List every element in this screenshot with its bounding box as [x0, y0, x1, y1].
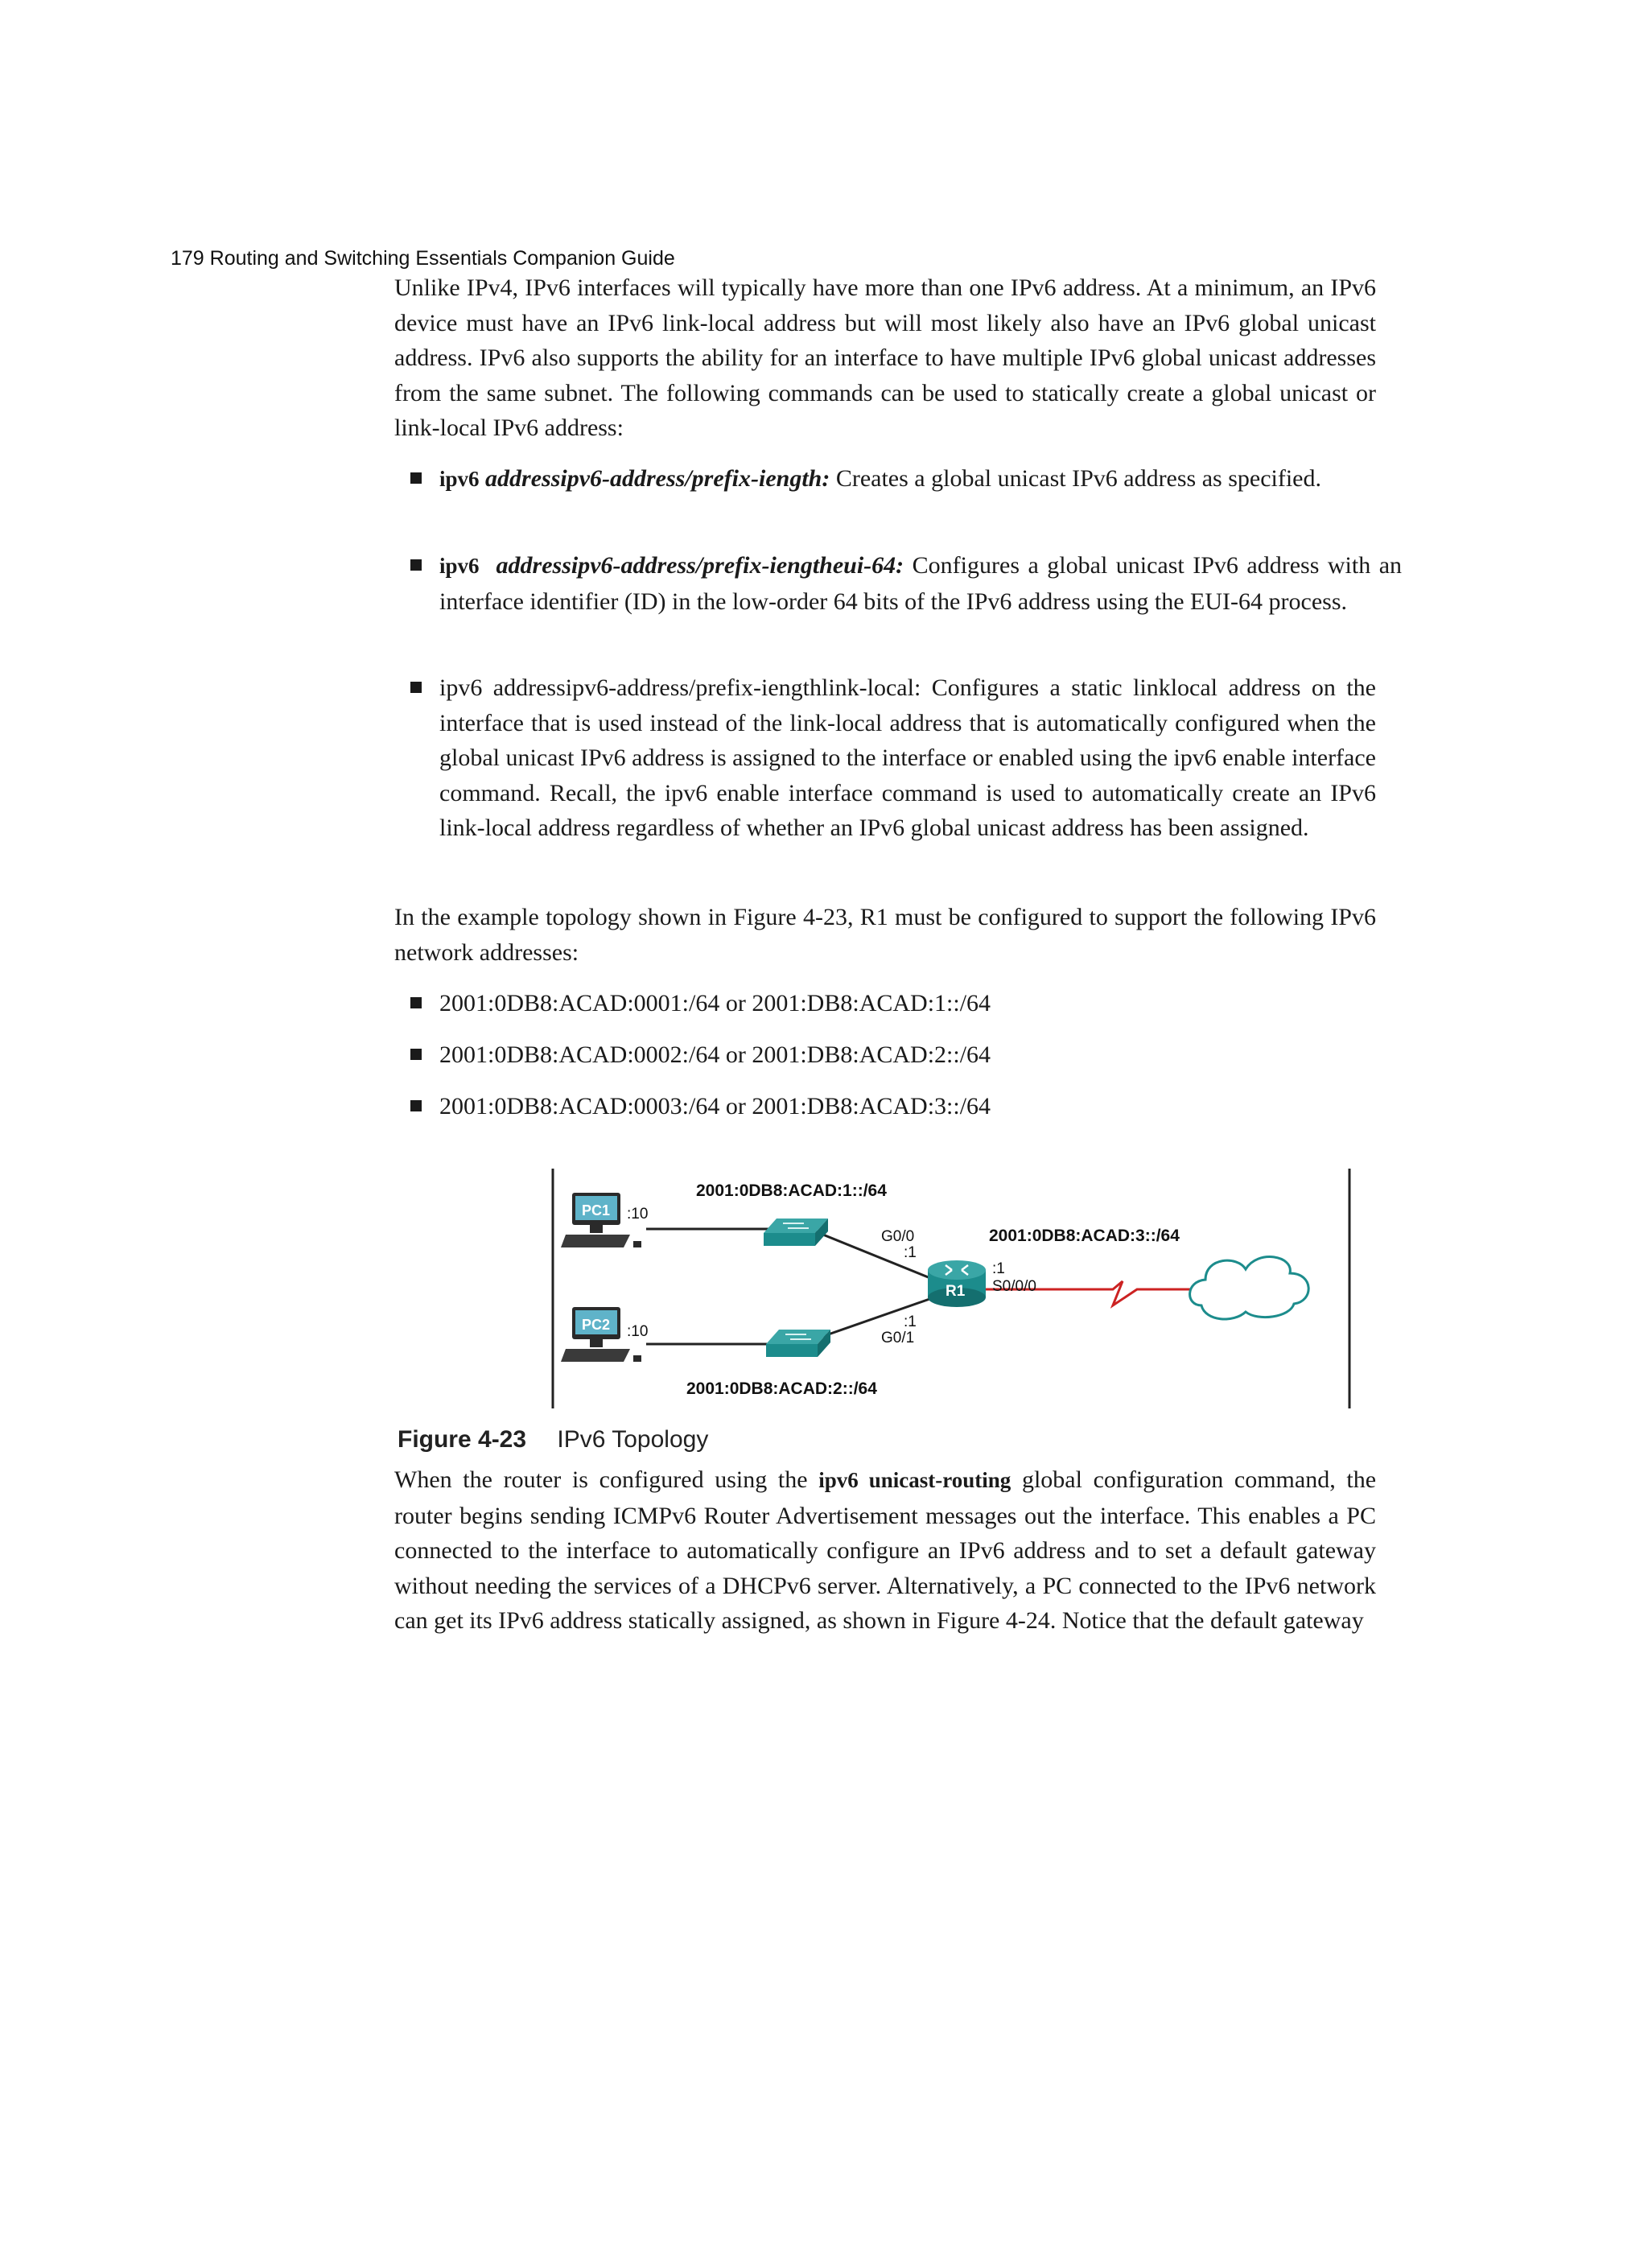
running-head: 179 Routing and Switching Essentials Companion Guide: [171, 247, 675, 270]
bullet-square-icon: [410, 997, 422, 1008]
bullet-desc: Creates a global unicast IPv6 address as specified.: [835, 465, 1321, 492]
g01-host-label: :1: [904, 1313, 917, 1330]
figure-title: IPv6 Topology: [557, 1426, 709, 1453]
pc2-host-label: :10: [627, 1323, 649, 1340]
pc1-label: PC1: [582, 1202, 611, 1219]
figure-caption: [398, 1426, 708, 1454]
bullet-cmd: ipv6: [439, 554, 480, 578]
address-text: 2001:0DB8:ACAD:0003:/64 or 2001:DB8:ACAD:3::/64: [439, 1093, 991, 1120]
bullet-square-icon: [410, 1100, 422, 1111]
s000-label: S0/0/0: [992, 1278, 1036, 1295]
bullet-syntax: addressipv6-address/prefix-iength:: [485, 465, 830, 492]
switch2-icon: [766, 1330, 830, 1357]
closing-text-before: When the router is configured using the: [394, 1466, 808, 1493]
figure-number: Figure 4-23: [398, 1426, 527, 1453]
intro-paragraph: Unlike IPv4, IPv6 interfaces will typically have more than one IPv6 address. At a minimum, an IPv6 device must have an IPv6 link-local address but will most likely also have an IPv6 global unicast address. IPv6 also supports the ability for an interface to have multiple IPv6 global unicast addresses from the same subnet. The following commands can be used to statically create a global unicast or link-local IPv6 address:: [394, 274, 1376, 441]
address-bullet-3: [410, 1089, 1402, 1124]
command-bullet-3: [410, 670, 1376, 846]
g00-label: G0/0: [881, 1228, 915, 1245]
command-bullet-1: [410, 461, 1360, 497]
pc1-host-label: :10: [627, 1206, 649, 1223]
s000-host-label: :1: [992, 1260, 1005, 1277]
g01-label: G0/1: [881, 1330, 915, 1346]
g00-host-label: :1: [904, 1244, 917, 1261]
address-text: 2001:0DB8:ACAD:0002:/64 or 2001:DB8:ACAD:2::/64: [439, 1041, 991, 1068]
net2-label: 2001:0DB8:ACAD:2::/64: [686, 1379, 877, 1398]
bullet-desc: Configures a global unicast IPv6 address with an interface identifier (ID) in the low-order 64 bits of the IPv6 address using the EUI-64 process.: [439, 552, 1403, 615]
net3-label: 2001:0DB8:ACAD:3::/64: [989, 1227, 1180, 1245]
bullet-square-icon: [410, 559, 422, 571]
router-r1-label: R1: [946, 1283, 966, 1300]
bullet-text: ipv6 addressipv6-address/prefix-iengthlink-local: Configures a static linklocal address on the interface that is used instead of the link-local address that is automatically configured when the global unicast IPv6 address is assigned to the interface or enabled using the ipv6 enable interface command. Recall, the ipv6 enable interface command is used to automatically create an IPv6 link-local address regardless of whether an IPv6 global unicast address has been assigned.: [439, 674, 1376, 841]
address-bullet-1: [410, 986, 1402, 1021]
ipv6-topology-figure: [550, 1169, 1353, 1408]
pc2-label: PC2: [582, 1317, 611, 1333]
bullet-square-icon: [410, 682, 422, 693]
switch1-icon: [764, 1219, 828, 1246]
bullet-syntax: addressipv6-address/prefix-iengtheui-64:: [496, 552, 904, 579]
address-text: 2001:0DB8:ACAD:0001:/64 or 2001:DB8:ACAD:1::/64: [439, 990, 991, 1016]
closing-cmd: ipv6 unicast-routing: [818, 1468, 1011, 1492]
net1-label: 2001:0DB8:ACAD:1::/64: [696, 1181, 887, 1200]
command-bullet-2: [410, 548, 1402, 619]
cloud-icon: [1190, 1257, 1309, 1319]
topology-paragraph: In the example topology shown in Figure 4-23, R1 must be configured to support the following IPv6 network addresses:: [394, 904, 1376, 966]
closing-text-after: global configuration command, the router begins sending ICMPv6 Router Advertisement messages out the interface. This enables a PC connected to the interface to automatically configure an IPv6 address and to set a default gateway without needing the services of a DHCPv6 server. Alternatively, a PC connected to the IPv6 network can get its IPv6 address statically assigned, as shown in Figure 4-24. Notice that the default gateway: [394, 1466, 1377, 1634]
bullet-square-icon: [410, 1049, 422, 1060]
bullet-square-icon: [410, 472, 422, 484]
link-switch2-r1: [819, 1297, 934, 1338]
bullet-cmd: ipv6: [439, 467, 480, 491]
closing-paragraph: [394, 1462, 1376, 1639]
address-bullet-2: [410, 1037, 1402, 1073]
